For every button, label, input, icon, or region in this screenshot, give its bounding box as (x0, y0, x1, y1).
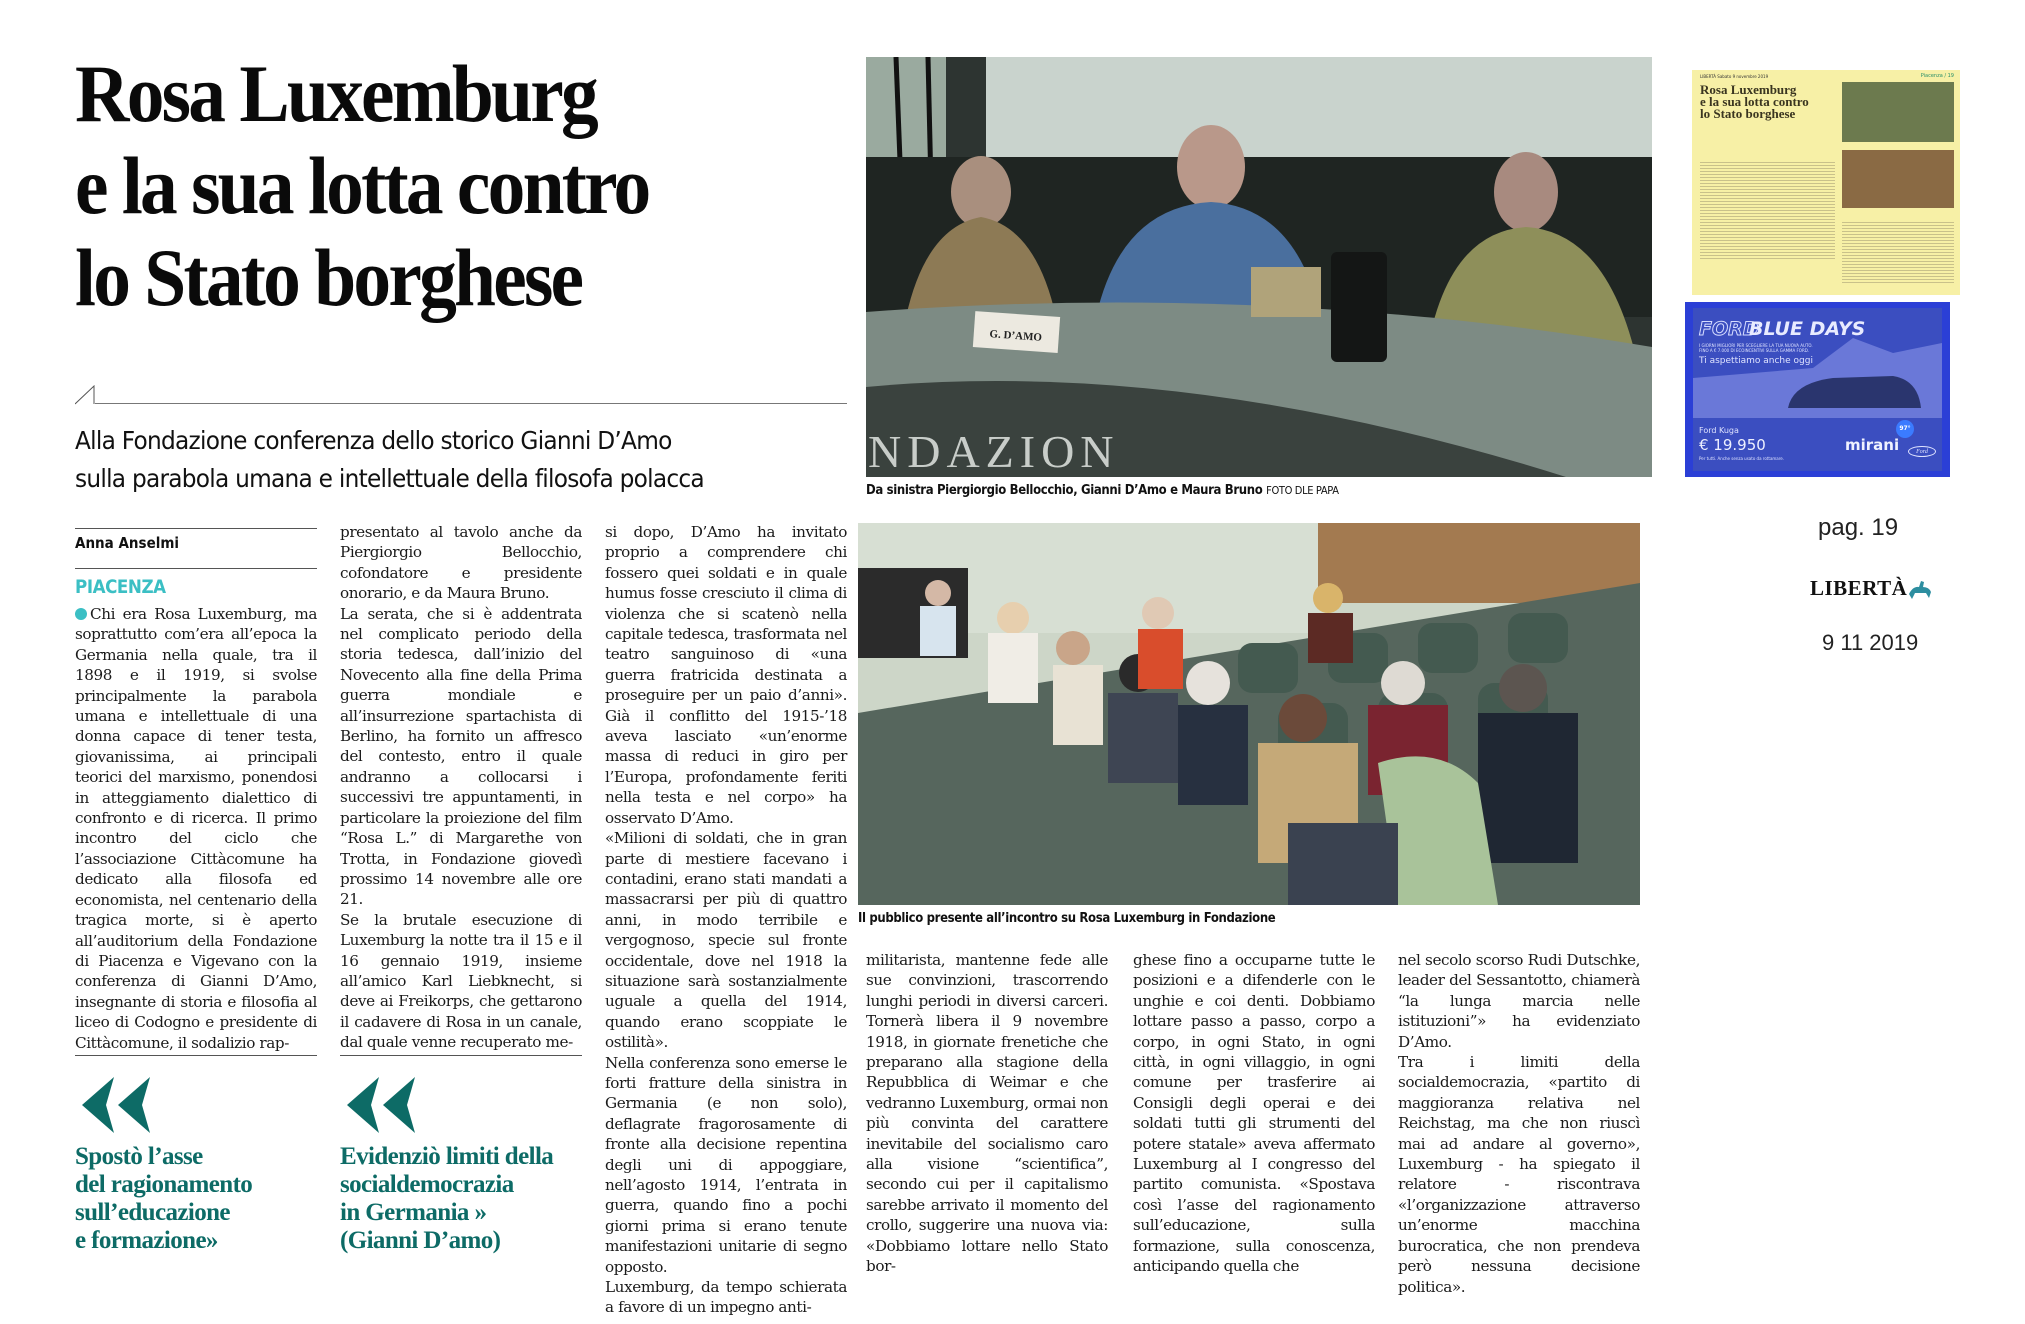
ad-brand-bold: BLUE DAYS (1749, 318, 1866, 340)
thumb-header-left: LIBERTÀ Sabato 9 novembre 2019 (1700, 74, 1769, 79)
headline-line-3: lo Stato borghese (75, 232, 582, 323)
article-column-6 (1398, 950, 1640, 1297)
pullquote-1 (75, 1143, 325, 1255)
pullquote-line: (Gianni D’amo) (340, 1227, 501, 1254)
bullet-dot-icon (75, 608, 87, 620)
paragraph: «Milioni di soldati, che in gran parte di mestiere facevano i contadini, erano stati mandati a massacrarsi per più di quattro anni, in modo terribile e vergognoso, specie sul fronte occidentale, dove nel 1918 la situazione sarà sostanzialmente uguale a quella del 1914, quando erano scoppiate le ostilità». (605, 829, 847, 1052)
ad-brand-outline: FORD (1699, 318, 1759, 340)
paragraph: Luxemburg, da tempo schierata a favore di un impegno anti- (605, 1278, 847, 1317)
ad-anniversary-badge: 97° (1896, 420, 1914, 438)
photo-2-caption: Il pubblico presente all’incontro su Rosa Luxemburg in Fondazione (858, 911, 1276, 926)
quote-marks-icon (343, 1075, 433, 1135)
paragraph: militarista, mantenne fede alle sue convinzioni, trascorrendo lunghi periodi in diversi carceri. Tornerà libera il 9 novembre 1918, in giornate frenetiche che preparano alla stagione della Repubblica di Weimar e che vedranno Luxemburg, ormai non più convinta del carattere inevitabile del socialismo caro alla visione “scientifica”, secondo cui per il capitalismo sarebbe arrivato il momento del crollo, suggerire una nuova via: «Dobbiamo lottare nello Stato bor- (866, 951, 1108, 1276)
article-column-4 (866, 950, 1108, 1277)
thumb-headline (1700, 84, 1809, 120)
ad-price: € 19.950 (1699, 436, 1766, 454)
photo-speakers (866, 57, 1652, 477)
article-headline (75, 48, 774, 324)
ad-model: Ford Kuga (1699, 426, 1739, 435)
dateline: PIACENZA (75, 576, 166, 598)
paragraph: Nella conferenza sono emerse le forti fratture della sinistra in Germania (e non solo), deflagrate fragorosamente di fronte alla decisione repentina degli uni di appoggiare, nell’agosto 1914, l’entrata in guerra, quando fino a pochi giorni prima si erano tenute manifestazioni unitarie di segno opposto. (605, 1053, 847, 1276)
paragraph: Tra i limiti della socialdemocrazia, «partito di maggioranza relativa nel Reichstag, ma che non riuscì mai ad andare al governo», Luxemburg - ha spiegato il relatore - riscontrava «l’organizzazione attraverso un’enorme macchina burocratica, che non prendeva però nessuna decisione politica». (1398, 1053, 1640, 1296)
article-column-5 (1133, 950, 1375, 1277)
page-thumbnail[interactable] (1692, 70, 1960, 295)
pullquote-2-rule (340, 1055, 582, 1056)
article-subhead (75, 422, 800, 498)
newspaper-logo (1810, 576, 1933, 601)
pullquote-line: e formazione» (75, 1227, 218, 1254)
thumb-headline-line: Rosa Luxemburg (1700, 82, 1797, 97)
nameplate-text: G. D’AMO (989, 328, 1043, 344)
pullquote-line: Spostò l’asse (75, 1143, 203, 1170)
headline-line-2: e la sua lotta contro (75, 140, 649, 231)
ad-tagline-1: I GIORNI MIGLIORI PER SCEGLIERE LA TUA NUOVA AUTO. (1699, 343, 1813, 348)
paragraph: La serata, che si è addentrata nel complicato periodo della storia tedesca, dall’inizio del Novecento alla fine della Prima guerra mondiale e all’insurrezione spartachista di Berlino, ha fornito un affresco del contesto, entro il quale andranno a collocarsi i successivi tre appuntamenti, in particolare la proiezione del film “Rosa L.” di Margarethe von Trotta, in Fondazione giovedì prossimo 14 novembre alle ore 21. (340, 604, 582, 909)
quote-marks-icon (78, 1075, 168, 1135)
photo-1-caption (866, 483, 1339, 498)
article-column-1 (75, 604, 317, 1053)
photo-audience (858, 523, 1640, 905)
paragraph: ghese fino a occuparne tutte le posizioni e a difenderle con le unghie e coi denti. Dobbiamo lottare passo a passo, corpo a corpo, in ogni Stato, in ogni città, in ogni villaggio, in ogni comune per trasferire ai Consigli degli operai e dei soldati tutti gli strumenti del potere statale» aveva affermato Luxemburg al I congresso del partito comunista. «Spostava così l’asse del ragionamento sull’educazione, sulla formazione, sulla conoscenza, anticipando quella che (1133, 951, 1375, 1276)
ad-inner-panel (1693, 308, 1942, 471)
pullquote-line: sull’educazione (75, 1199, 230, 1226)
pullquote-1-rule (75, 1055, 317, 1056)
column-1-text: Chi era Rosa Luxemburg, ma soprattutto com’era all’epoca la Germania nella quale, tra il 1898 e il 1919, si svolse principalmente la parabola umana e intellettuale di una donna capace di tener testa, giovanissima, ai principali teorici del marxismo, ponendosi in atteggiamento dialettico di confronto e di ricerca. Il primo incontro del ciclo che l’associazione Cittàcomune ha dedicato alla filosofa ed economista, nel centenario della tragica morte, si è aperto all’auditorium della Fondazione di Piacenza e Vigevano con la conferenza di Gianni D’Amo, insegnante di storia e filosofia al liceo di Codogno e presidente di Cittàcomune, il sodalizio rap- (75, 605, 317, 1052)
pullquote-line: in Germania » (340, 1199, 487, 1226)
thumb-headline-line: e la sua lotta contro (1700, 94, 1809, 109)
thumb-headline-line: lo Stato borghese (1700, 106, 1796, 121)
fondazione-wall-text: NDAZION (868, 426, 1120, 477)
byline-rule-bottom (75, 568, 317, 569)
pullquote-line: Evidenziò limiti della (340, 1143, 554, 1170)
subhead-line-1: Alla Fondazione conferenza dello storico Gianni D’Amo (75, 426, 672, 455)
subhead-line-2: sulla parabola umana e intellettuale della filosofa polacca (75, 464, 704, 493)
thumb-photo-1 (1842, 82, 1954, 142)
page-number-label: pag. 19 (1818, 514, 1899, 541)
thumb-header-right: Piacenza / 19 (1920, 73, 1954, 79)
ford-logo: Ford (1908, 446, 1936, 457)
speakers-photo-illustration (866, 57, 1652, 477)
ad-invite: Ti aspettiamo anche oggi (1699, 356, 1813, 366)
ad-note: Per tutti. Anche senza usato da rottamare. (1699, 456, 1785, 461)
mountain-car-illustration (1693, 328, 1942, 418)
byline: Anna Anselmi (75, 534, 180, 552)
paragraph: si dopo, D’Amo ha invitato proprio a comprendere chi fossero quei soldati e in quale humus fosse cresciuto il clima di violenza che si scatenò nella capitale tedesca, trasformata nel teatro sanguinoso di «una guerra fratricida destinata a proseguire per un paio d’anni». Già il conflitto del 1915-’18 aveva lasciato «un’enorme massa di reduci in giro per l’Europa, profondamente feriti nella testa e nel corpo» ha osservato D’Amo. (605, 523, 847, 827)
article-column-2 (340, 522, 582, 1053)
horse-rider-icon (1907, 578, 1933, 600)
audience-photo-illustration (858, 523, 1640, 905)
paragraph: nel secolo scorso Rudi Dutschke, leader del Sessantotto, chiamerà “la lunga marcia nelle istituzioni”» ha evidenziato D’Amo. (1398, 951, 1640, 1051)
rule-tick-icon (75, 385, 95, 405)
thumb-photo-2 (1842, 150, 1954, 208)
pullquote-2 (340, 1143, 610, 1255)
newspaper-name: LIBERTÀ (1810, 576, 1908, 600)
byline-rule-top (75, 528, 317, 529)
ad-tagline-2: FINO A € 7.000 DI ECOINCENTIVI SULLA GAMMA FORD. (1699, 348, 1810, 353)
pullquote-line: del ragionamento (75, 1171, 253, 1198)
publication-date: 9 11 2019 (1822, 630, 1919, 655)
pullquote-line: socialdemocrazia (340, 1171, 514, 1198)
paragraph: presentato al tavolo anche da Piergiorgio Bellocchio, cofondatore e presidente onorario, e da Maura Bruno. (340, 523, 582, 603)
headline-line-1: Rosa Luxemburg (75, 48, 596, 139)
ford-advertisement[interactable] (1685, 302, 1950, 477)
thumb-text-block (1700, 160, 1835, 260)
caption-text: Da sinistra Piergiorgio Bellocchio, Gianni D’Amo e Maura Bruno (866, 483, 1263, 498)
paragraph: Se la brutale esecuzione di Luxemburg la notte tra il 15 e il 16 gennaio 1919, insieme all’amico Karl Liebknecht, si deve ai Freikorps, che gettarono il cadavere di Rosa in un canale, dal quale venne recuperato me- (340, 910, 582, 1052)
thumb-text-block (1842, 220, 1954, 285)
headline-divider (95, 403, 847, 404)
photo-credit: FOTO DLE PAPA (1266, 484, 1339, 497)
ad-dealer-name: mirani (1845, 436, 1900, 454)
article-column-3 (605, 522, 847, 1318)
